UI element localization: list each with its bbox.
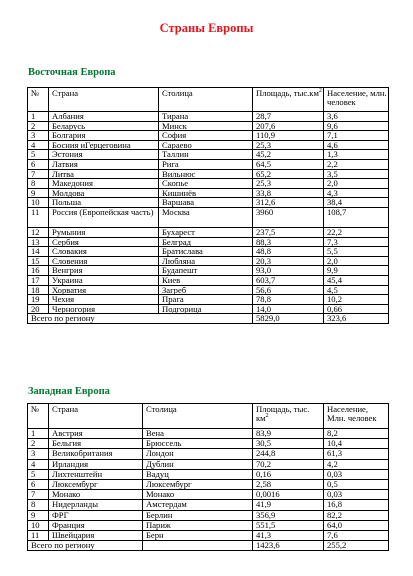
cell-population: 2,0 xyxy=(324,179,389,189)
total-area: 5829,0 xyxy=(253,314,324,324)
total-population: 323,6 xyxy=(324,314,389,324)
cell-num: 11 xyxy=(28,207,49,227)
cell-capital: Брюссель xyxy=(143,439,253,449)
cell-population: 5,5 xyxy=(324,247,389,257)
table-row xyxy=(28,469,389,479)
cell-area: 45,2 xyxy=(253,150,324,160)
cell-population: 4,5 xyxy=(324,285,389,295)
cell-capital: Любляна xyxy=(159,256,253,266)
cell-area: 0,16 xyxy=(253,469,324,479)
cell-area: 64,5 xyxy=(253,159,324,169)
cell-population: 3,5 xyxy=(324,169,389,179)
cell-population: 64,0 xyxy=(324,520,389,530)
cell-capital: Люксембург xyxy=(143,479,253,489)
cell-area: 551,5 xyxy=(253,520,324,530)
cell-capital: Варшава xyxy=(159,198,253,208)
table-row xyxy=(28,500,389,510)
cell-num: 8 xyxy=(28,500,49,510)
cell-country: Люксембург xyxy=(49,479,143,489)
cell-population: 22,2 xyxy=(324,227,389,237)
cell-capital: Прага xyxy=(159,295,253,305)
table-row xyxy=(28,439,389,449)
cell-country: Хорватия xyxy=(49,285,159,295)
total-row xyxy=(28,541,389,551)
cell-capital: Берлин xyxy=(143,510,253,520)
cell-country: Польша xyxy=(49,198,159,208)
cell-num: 6 xyxy=(28,479,49,489)
table-row xyxy=(28,169,389,179)
cell-capital: Братислава xyxy=(159,247,253,257)
cell-capital: Сараево xyxy=(159,140,253,150)
table-row xyxy=(28,530,389,540)
cell-country: Венгрия xyxy=(49,266,159,276)
header-area xyxy=(253,88,324,112)
cell-population: 4,6 xyxy=(324,140,389,150)
cell-country: Беларусь xyxy=(49,121,159,131)
total-population: 255,2 xyxy=(324,541,389,551)
cell-area: 25,3 xyxy=(253,140,324,150)
cell-population: 2,0 xyxy=(324,256,389,266)
cell-country: Ирландия xyxy=(49,459,143,469)
cell-capital: Берн xyxy=(143,530,253,540)
cell-population: 4,2 xyxy=(324,459,389,469)
table-row xyxy=(28,275,389,285)
cell-country: Лихтенштейн xyxy=(49,469,143,479)
table-row xyxy=(28,295,389,305)
cell-area: 207,6 xyxy=(253,121,324,131)
cell-area: 65,2 xyxy=(253,169,324,179)
cell-capital: Вильнюс xyxy=(159,169,253,179)
cell-population: 4,3 xyxy=(324,188,389,198)
cell-num: 10 xyxy=(28,198,49,208)
header-country: Страна xyxy=(49,88,159,112)
cell-area: 78,8 xyxy=(253,295,324,305)
header-capital: Столица xyxy=(143,404,253,429)
cell-capital: Рига xyxy=(159,159,253,169)
cell-capital: Тирана xyxy=(159,112,253,122)
table-row xyxy=(28,459,389,469)
cell-num: 9 xyxy=(28,510,49,520)
table-row xyxy=(28,304,389,314)
table-row xyxy=(28,112,389,122)
cell-country: Украина xyxy=(49,275,159,285)
cell-area: 3960 xyxy=(253,207,324,227)
cell-area: 25,3 xyxy=(253,179,324,189)
table-row xyxy=(28,121,389,131)
cell-capital: Монако xyxy=(143,490,253,500)
table-row xyxy=(28,449,389,459)
table-row xyxy=(28,227,389,237)
total-row xyxy=(28,314,389,324)
cell-area: 0,0016 xyxy=(253,490,324,500)
header-area-superscript: 2 xyxy=(318,88,322,95)
cell-capital: Таллин xyxy=(159,150,253,160)
table-row xyxy=(28,140,389,150)
table-row xyxy=(28,131,389,141)
table-row xyxy=(28,490,389,500)
cell-num: 16 xyxy=(28,266,49,276)
cell-capital: Лондон xyxy=(143,449,253,459)
cell-country: Македония xyxy=(49,179,159,189)
total-label: Всего по региону xyxy=(28,541,143,551)
header-area-label: Площадь, тыс. км xyxy=(256,404,310,424)
cell-population: 10,2 xyxy=(324,295,389,305)
cell-area: 20,3 xyxy=(253,256,324,266)
cell-population: 0,03 xyxy=(324,469,389,479)
cell-area: 14,0 xyxy=(253,304,324,314)
cell-num: 17 xyxy=(28,275,49,285)
cell-country: Россия (Европейская часть) xyxy=(49,207,159,227)
cell-num: 6 xyxy=(28,159,49,169)
cell-area: 312,6 xyxy=(253,198,324,208)
cell-country: Босния иГерцеговина xyxy=(49,140,159,150)
cell-country: Словакия xyxy=(49,247,159,257)
cell-country: Литва xyxy=(49,169,159,179)
header-area-superscript: 2 xyxy=(265,413,269,420)
cell-population: 38,4 xyxy=(324,198,389,208)
cell-area: 41,3 xyxy=(253,530,324,540)
table-west-europe xyxy=(27,403,389,551)
table-row xyxy=(28,159,389,169)
cell-population: 45,4 xyxy=(324,275,389,285)
cell-capital: Скопье xyxy=(159,179,253,189)
cell-population: 0,03 xyxy=(324,490,389,500)
cell-country: ФРГ xyxy=(49,510,143,520)
cell-capital: Дублин xyxy=(143,459,253,469)
header-num: № xyxy=(28,404,49,429)
cell-country: Болгария xyxy=(49,131,159,141)
table-row xyxy=(28,179,389,189)
cell-population: 82,2 xyxy=(324,510,389,520)
cell-area: 88,3 xyxy=(253,237,324,247)
cell-capital: Москва xyxy=(159,207,253,227)
cell-num: 12 xyxy=(28,227,49,237)
cell-area: 93,0 xyxy=(253,266,324,276)
cell-num: 7 xyxy=(28,490,49,500)
cell-capital: Кишинёв xyxy=(159,188,253,198)
table-header-row xyxy=(28,88,389,112)
header-population: Население, Млн. человек xyxy=(324,404,389,429)
cell-population: 108,7 xyxy=(324,207,389,227)
total-label: Всего по региону xyxy=(28,314,253,324)
cell-country: Швейцария xyxy=(49,530,143,540)
cell-capital: Подгорица xyxy=(159,304,253,314)
cell-num: 4 xyxy=(28,459,49,469)
page-title: Страны Европы xyxy=(159,21,254,35)
header-area xyxy=(253,404,324,429)
table-header-row xyxy=(28,404,389,429)
cell-country: Румыния xyxy=(49,227,159,237)
cell-capital: Вадуц xyxy=(143,469,253,479)
table-row xyxy=(28,256,389,266)
cell-population: 0,5 xyxy=(324,479,389,489)
cell-capital: Загреб xyxy=(159,285,253,295)
cell-population: 3,6 xyxy=(324,112,389,122)
table-row xyxy=(28,266,389,276)
header-capital: Столица xyxy=(159,88,253,112)
cell-num: 11 xyxy=(28,530,49,540)
cell-population: 7,1 xyxy=(324,131,389,141)
cell-num: 3 xyxy=(28,449,49,459)
table-east-europe xyxy=(27,87,389,324)
cell-capital: Вена xyxy=(143,429,253,439)
cell-country: Молдова xyxy=(49,188,159,198)
table-row xyxy=(28,520,389,530)
cell-country: Латвия xyxy=(49,159,159,169)
cell-area: 237,5 xyxy=(253,227,324,237)
table-row xyxy=(28,285,389,295)
table-row xyxy=(28,237,389,247)
cell-area: 33,8 xyxy=(253,188,324,198)
cell-area: 70,2 xyxy=(253,459,324,469)
cell-area: 41,9 xyxy=(253,500,324,510)
cell-capital: Минск xyxy=(159,121,253,131)
table-row xyxy=(28,198,389,208)
table-row xyxy=(28,479,389,489)
cell-num: 8 xyxy=(28,179,49,189)
cell-country: Бельгия xyxy=(49,439,143,449)
cell-population: 0,66 xyxy=(324,304,389,314)
cell-area: 244,8 xyxy=(253,449,324,459)
cell-country: Нидерланды xyxy=(49,500,143,510)
cell-population: 9,9 xyxy=(324,266,389,276)
cell-population: 10,4 xyxy=(324,439,389,449)
header-area-label: Площадь, тыс.км xyxy=(256,88,319,98)
cell-area: 2,58 xyxy=(253,479,324,489)
cell-capital: Париж xyxy=(143,520,253,530)
cell-population: 1,3 xyxy=(324,150,389,160)
cell-population: 61,3 xyxy=(324,449,389,459)
cell-capital: Бухарест xyxy=(159,227,253,237)
cell-area: 83,9 xyxy=(253,429,324,439)
cell-area: 603,7 xyxy=(253,275,324,285)
cell-population: 7,3 xyxy=(324,237,389,247)
cell-capital: София xyxy=(159,131,253,141)
cell-area: 30,5 xyxy=(253,439,324,449)
table-row xyxy=(28,247,389,257)
cell-capital: Белград xyxy=(159,237,253,247)
cell-area: 56,6 xyxy=(253,285,324,295)
cell-num: 4 xyxy=(28,140,49,150)
total-area: 1423,6 xyxy=(253,541,324,551)
cell-country: Черногория xyxy=(49,304,159,314)
cell-num: 9 xyxy=(28,188,49,198)
cell-num: 3 xyxy=(28,131,49,141)
cell-capital: Будапешт xyxy=(159,266,253,276)
cell-country: Австрия xyxy=(49,429,143,439)
section-title-east: Восточная Европа xyxy=(28,67,116,78)
table-row xyxy=(28,510,389,520)
cell-area: 48,8 xyxy=(253,247,324,257)
cell-country: Великобритания xyxy=(49,449,143,459)
cell-country: Эстония xyxy=(49,150,159,160)
table-row xyxy=(28,188,389,198)
section-title-west: Западная Европа xyxy=(28,386,110,397)
cell-population: 16,8 xyxy=(324,500,389,510)
cell-num: 15 xyxy=(28,256,49,266)
cell-num: 10 xyxy=(28,520,49,530)
cell-capital: Амстердам xyxy=(143,500,253,510)
cell-country: Франция xyxy=(49,520,143,530)
cell-country: Албания xyxy=(49,112,159,122)
cell-area: 110,9 xyxy=(253,131,324,141)
cell-num: 14 xyxy=(28,247,49,257)
header-population: Население, млн. человек xyxy=(324,88,389,112)
cell-num: 2 xyxy=(28,121,49,131)
cell-num: 1 xyxy=(28,112,49,122)
cell-population: 9,6 xyxy=(324,121,389,131)
total-blank-cell xyxy=(143,541,253,551)
cell-num: 7 xyxy=(28,169,49,179)
cell-country: Сербия xyxy=(49,237,159,247)
cell-country: Словения xyxy=(49,256,159,266)
header-country: Страна xyxy=(49,404,143,429)
cell-num: 19 xyxy=(28,295,49,305)
cell-num: 5 xyxy=(28,469,49,479)
cell-num: 2 xyxy=(28,439,49,449)
cell-population: 8,2 xyxy=(324,429,389,439)
cell-num: 18 xyxy=(28,285,49,295)
cell-country: Монако xyxy=(49,490,143,500)
cell-area: 28,7 xyxy=(253,112,324,122)
cell-population: 2,2 xyxy=(324,159,389,169)
cell-num: 1 xyxy=(28,429,49,439)
table-row xyxy=(28,207,389,227)
cell-population: 7,6 xyxy=(324,530,389,540)
table-row xyxy=(28,150,389,160)
header-num: № xyxy=(28,88,49,112)
cell-num: 13 xyxy=(28,237,49,247)
cell-area: 356,9 xyxy=(253,510,324,520)
cell-num: 20 xyxy=(28,304,49,314)
table-row xyxy=(28,429,389,439)
cell-country: Чехия xyxy=(49,295,159,305)
cell-capital: Киев xyxy=(159,275,253,285)
cell-num: 5 xyxy=(28,150,49,160)
